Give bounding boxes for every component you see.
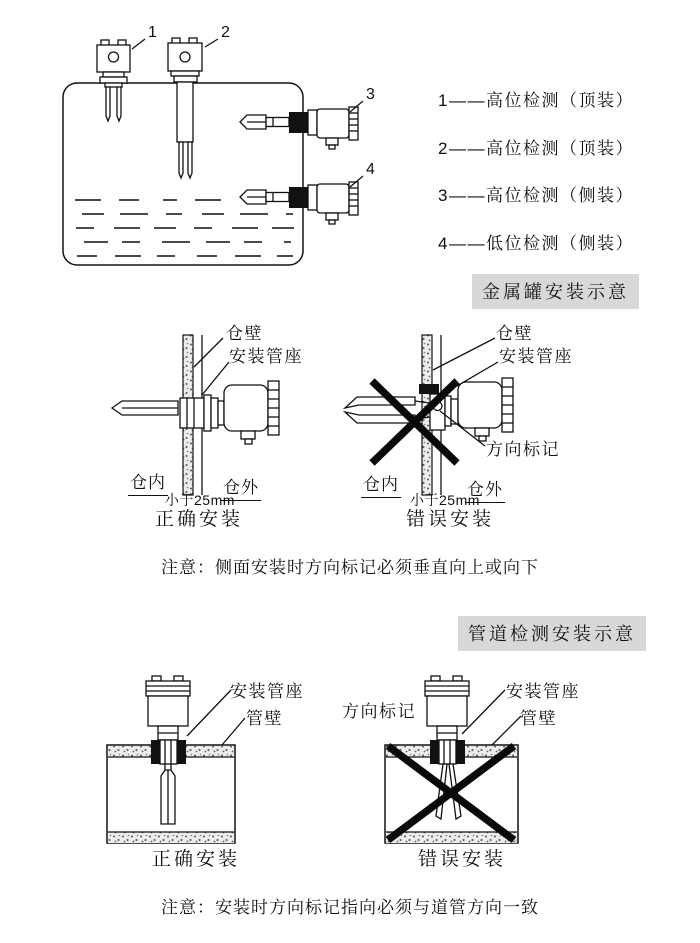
pipe-mount-note: 注意：安装时方向标记指向必须与道管方向一致 [161,898,539,917]
sensor-number-2: 2 [221,24,230,41]
sensor-1-top-mount [97,40,130,121]
outside-label-correct: 仓外 [221,479,261,501]
legend-item-4: 4——低位检测（侧装） [438,234,634,253]
wall-label-wrong: 仓壁 [496,324,533,343]
pipe-wall-top-right [186,746,234,757]
caption-pipe-correct: 正确安装 [152,849,241,870]
pipe-socket-label-wrong: 安装管座 [506,682,580,701]
outside-label-wrong: 仓外 [465,481,505,503]
section-label-metal-tank: 金属罐安装示意 [472,274,639,309]
legend-item-2: 2——高位检测（顶装） [438,139,634,158]
side-sensor-correct [112,381,279,444]
pipe-mount-correct-diagram [85,672,340,877]
socket-label-correct: 安装管座 [229,347,303,366]
sensor-2-top-mount [168,38,202,178]
pipe-wall-label-correct: 管壁 [246,709,283,728]
pipe-wall-label-wrong: 管壁 [520,709,557,728]
legend-item-3: 3——高位检测（侧装） [438,186,634,205]
pipe-wall-bottom [386,832,517,843]
caption-side-wrong: 错误安装 [406,509,495,530]
dimension-label-wrong: 小于25mm [410,492,480,508]
direction-mark-label: 方向标记 [486,440,560,459]
socket-label-wrong: 安装管座 [499,347,573,366]
pipe-sensor-correct [146,676,190,824]
pipe-wall-top-left [108,746,151,757]
sensor-number-4: 4 [366,161,375,178]
pipe-wall-bottom [108,832,234,843]
legend-item-1: 1——高位检测（顶装） [438,91,634,110]
sensor-number-1: 1 [148,24,157,41]
leader-lines [194,338,229,395]
dimension-label-correct: 小于25mm [165,492,235,508]
pipe-direction-mark-label: 方向标记 [342,702,416,721]
tank-overview-diagram [55,10,405,275]
sensor-number-3: 3 [366,86,375,103]
caption-side-correct: 正确安装 [155,509,244,530]
pipe-socket-label-correct: 安装管座 [230,682,304,701]
caption-pipe-wrong: 错误安装 [418,849,507,870]
inside-label-correct: 仓内 [128,474,168,496]
section-label-pipe: 管道检测安装示意 [458,616,646,651]
sensor-3-side-mount [240,107,358,149]
liquid-level-dashes [75,200,295,256]
inside-label-wrong: 仓内 [361,476,401,498]
side-mount-note: 注意：侧面安装时方向标记必须垂直向上或向下 [161,558,539,577]
wall-label-correct: 仓壁 [226,324,263,343]
sensor-4-side-mount [240,182,358,224]
